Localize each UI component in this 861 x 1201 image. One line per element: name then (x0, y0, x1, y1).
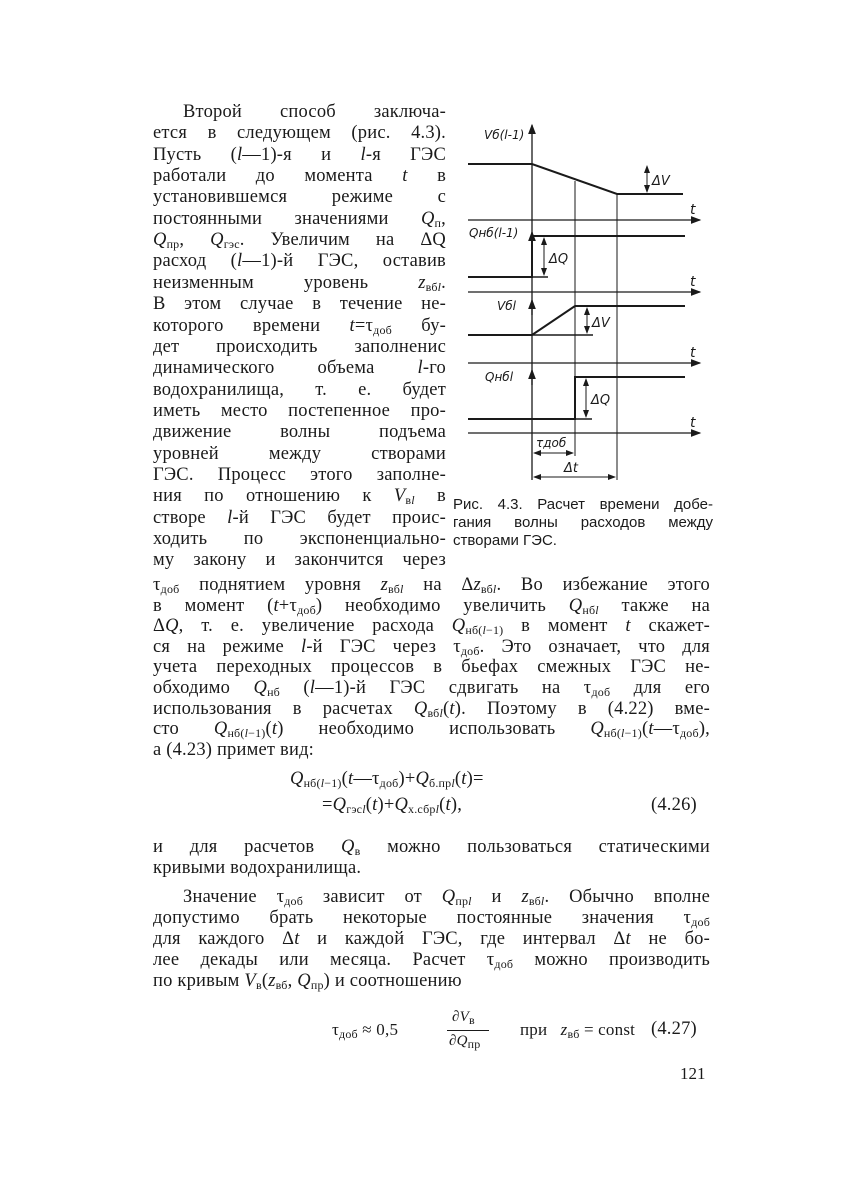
italic-symbol: Q (590, 719, 604, 740)
subscript: х.сбр (408, 802, 436, 816)
subscript: l (435, 802, 440, 816)
subscript: l (451, 776, 455, 790)
subscript: доб (494, 957, 514, 971)
subscript: б.пр (429, 776, 452, 790)
text-run: ( (443, 698, 450, 719)
subscript: в (469, 1013, 475, 1027)
text-run: Значение τ (183, 887, 285, 907)
equation-4-27-number: (4.27) (651, 1019, 697, 1039)
page-number: 121 (680, 1064, 706, 1083)
label-v-upper: Vб(l-1) (484, 128, 525, 142)
subscript: −1) (624, 726, 642, 741)
label-delta-q-lower: ΔQ (591, 393, 611, 408)
subscript: l (320, 776, 325, 790)
text-run: уровней между створами (153, 443, 446, 464)
text-run: . (441, 272, 446, 293)
italic-symbol: Q (451, 616, 466, 637)
text-run: =τ (354, 315, 374, 336)
text-run: ходить по экспоненциально- (153, 529, 446, 549)
text-run: которого времени (153, 315, 350, 336)
subscript: доб (379, 776, 399, 790)
label-q-lower: Qнбl (485, 370, 514, 384)
text-run: зависит от (303, 887, 442, 907)
text-run: , т. е. увеличение расхода (178, 616, 452, 637)
subscript: доб (297, 602, 316, 617)
subscript: пр (455, 894, 469, 908)
italic-symbol: V (244, 971, 256, 991)
subscript: l (400, 582, 404, 596)
italic-symbol: Q (165, 616, 179, 637)
italic-symbol: Q (297, 971, 311, 991)
text-run: дет происходить заполненис (153, 336, 446, 357)
text-run: —1)-я и (242, 144, 361, 165)
italic-symbol: z (521, 887, 529, 907)
text-run: неизменным уровень (153, 272, 419, 293)
text-run: ), (698, 719, 710, 740)
subscript: пр (310, 978, 324, 992)
text-run: учета переходных процессов в бьефах смежных ГЭС не- (153, 657, 710, 678)
subscript: l (439, 705, 444, 720)
text-run: допустимо брать некоторые постоянные значения τ (153, 908, 692, 928)
subscript: доб (160, 582, 180, 596)
italic-symbol: l (300, 636, 307, 657)
text-run: В этом случае в течение не- (153, 294, 446, 315)
text-run: -го (422, 358, 446, 379)
text-run: лее декады или месяца. Расчет τ (153, 950, 495, 970)
text-run: ( (261, 971, 269, 991)
italic-symbol: Q (253, 678, 268, 698)
text-run: поднятием уровня (179, 575, 381, 595)
italic-symbol: t (449, 698, 455, 719)
text-run: ния по отношению к (153, 486, 394, 507)
text-run: ся на режиме (153, 636, 301, 657)
text-run: на Δ (403, 575, 474, 595)
label-tau: τдоб (536, 436, 567, 450)
italic-symbol: Q (456, 1033, 468, 1049)
label-t-2: t (690, 274, 696, 290)
subscript: вб (427, 705, 440, 720)
subscript: l (595, 602, 599, 617)
subscript: в (255, 978, 262, 992)
italic-symbol: Q (290, 769, 304, 789)
text-run: использования в расчетах (153, 698, 414, 719)
text-run: движение волны подъема (153, 422, 446, 443)
italic-symbol: z (473, 575, 481, 595)
subscript: l (437, 279, 442, 294)
text-run: му закону и закончится через (153, 550, 446, 571)
italic-symbol: Q (332, 795, 347, 815)
text-run: и для расчетов (153, 837, 342, 857)
text-run: не бо- (630, 929, 710, 949)
italic-symbol: z (268, 971, 276, 991)
text-run: Пусть ( (153, 144, 237, 165)
text-run: ется в следующем (рис. 4.3). (153, 123, 446, 144)
italic-symbol: Q (213, 719, 228, 740)
subscript: l (411, 493, 415, 508)
text-run: )+ (398, 769, 416, 789)
text-run: —τ (653, 719, 680, 740)
text-run: в (414, 486, 446, 507)
subscript: в (405, 493, 412, 508)
text-run: = const (579, 1020, 636, 1039)
subscript: доб (284, 894, 304, 908)
text-run: ( (365, 795, 373, 815)
subscript: нб (582, 602, 596, 617)
text-run: ) необходимо использовать (277, 719, 591, 740)
italic-symbol: Q (153, 230, 167, 251)
text-run: = (322, 795, 333, 815)
subscript: нб( (465, 623, 483, 638)
subscript: l (468, 894, 472, 908)
italic-symbol: l (227, 507, 233, 528)
text-run: в момент (503, 616, 626, 637)
subscript: доб (691, 915, 710, 929)
text-run: ( (439, 795, 446, 815)
italic-symbol: Q (413, 698, 428, 719)
text-run: ≈ 0,5 (357, 1020, 399, 1039)
subscript: гэс (346, 802, 363, 816)
italic-symbol: t (372, 795, 378, 815)
text-run: створе (153, 507, 228, 528)
italic-symbol: l (360, 144, 366, 165)
italic-symbol: Q (394, 795, 409, 815)
text-run: -й ГЭС через τ (306, 636, 461, 657)
text-run: расход ( (153, 251, 238, 272)
subscript: нб (267, 685, 280, 699)
italic-symbol: Q (568, 595, 583, 616)
text-run: ) необходимо увеличить (315, 595, 569, 616)
subscript: −1) (324, 776, 342, 790)
text-run: Δ (153, 616, 166, 637)
text-run: ) и соотношению (323, 971, 462, 991)
italic-symbol: Q (341, 837, 355, 857)
text-run: )+ (377, 795, 395, 815)
label-q-upper: Qнб(l-1) (469, 226, 519, 240)
subscript: l (621, 726, 625, 741)
subscript: в (354, 844, 361, 858)
italic-symbol: t (271, 719, 278, 740)
subscript: доб (680, 726, 699, 741)
text-run: при (520, 1020, 561, 1039)
text-run: и (471, 887, 522, 907)
text-run: можно производить (513, 950, 710, 970)
italic-symbol: t (625, 616, 631, 637)
text-run: , (441, 208, 446, 229)
italic-symbol: Q (441, 887, 456, 907)
figure-caption-line-2: гания волны расходов между (453, 514, 713, 531)
italic-symbol: t (273, 595, 279, 616)
italic-symbol: t (648, 719, 654, 740)
subscript: вб (480, 582, 493, 596)
italic-symbol: l (237, 251, 243, 272)
subscript: вб (388, 582, 401, 596)
text-run: -я ГЭС (365, 144, 446, 165)
subscript: l (362, 802, 366, 816)
text-run: сто (153, 719, 214, 740)
italic-symbol: t (461, 769, 467, 789)
italic-symbol: t (445, 795, 451, 815)
italic-symbol: z (418, 272, 426, 293)
label-t-3: t (690, 345, 696, 361)
figure-caption-line-3: створами ГЭС. (453, 532, 557, 549)
text-run: Второй способ заключа- (183, 102, 446, 122)
text-run: и каждой ГЭС, где интервал Δ (299, 929, 626, 949)
text-run: —τ (353, 769, 380, 789)
text-run: —1)-й ГЭС, оставив (242, 251, 446, 272)
text-run: , (287, 971, 298, 991)
subscript: l (482, 623, 487, 638)
subscript: вб (567, 1027, 580, 1041)
text-run: . Увеличим на ΔQ (239, 230, 446, 251)
italic-symbol: t (349, 315, 355, 336)
label-delta-v-upper: ΔV (652, 174, 670, 189)
text-run: ( (280, 678, 310, 698)
italic-symbol: z (560, 1020, 568, 1039)
text-run: . Во избежание этого (496, 575, 711, 595)
text-run: ∂ (449, 1033, 457, 1049)
text-run: ( (341, 769, 348, 789)
text-run: иметь место постепенное про- (153, 400, 446, 421)
text-run: кривыми водохранилища. (153, 858, 362, 878)
text-run: постоянными значениями (153, 208, 421, 229)
italic-symbol: Q (210, 230, 224, 251)
label-t-4: t (690, 415, 696, 431)
text-run: бу- (391, 315, 447, 336)
text-run: водохранилища, т. е. будет (153, 379, 446, 400)
text-run: работали до момента (153, 166, 403, 187)
subscript: пр (166, 237, 180, 252)
label-v-lower: Vбl (497, 299, 516, 313)
text-run: в (407, 166, 446, 187)
label-delta-v-lower: ΔV (592, 316, 610, 331)
text-run: для его (610, 678, 711, 698)
subscript: −1) (248, 726, 266, 741)
italic-symbol: V (393, 486, 406, 507)
subscript: доб (339, 1027, 358, 1041)
text-run: ), (450, 795, 463, 815)
figure-caption-line-1: Рис. 4.3. Расчет времени добе- (453, 496, 713, 513)
subscript: −1) (486, 623, 504, 638)
text-run: также на (598, 595, 711, 616)
italic-symbol: l (309, 678, 316, 698)
label-t-1: t (690, 202, 696, 218)
text-run: в момент ( (153, 595, 274, 616)
text-run: —1)-й ГЭС сдвигать на τ (315, 678, 592, 698)
text-run: )= (466, 769, 484, 789)
text-run: +τ (278, 595, 298, 616)
text-run: по кривым (153, 971, 245, 991)
subscript: l (244, 726, 249, 741)
subscript: вб (425, 279, 438, 294)
text-run: , (179, 230, 211, 251)
text-run: ( (265, 719, 272, 740)
italic-symbol: l (236, 144, 243, 165)
italic-symbol: Q (420, 208, 435, 229)
text-run: ). Поэтому в (4.22) вме- (454, 698, 710, 719)
italic-symbol: l (417, 358, 423, 379)
italic-symbol: V (459, 1009, 469, 1025)
text-run: установившемся режиме с (153, 187, 446, 208)
italic-symbol: t (347, 769, 354, 789)
subscript: пр (467, 1037, 481, 1051)
text-run: для каждого Δ (153, 929, 295, 949)
italic-symbol: t (625, 929, 631, 949)
subscript: нб( (227, 726, 245, 741)
subscript: п (434, 215, 442, 230)
text-run: . Это означает, что для (479, 636, 710, 657)
italic-symbol: t (402, 166, 408, 187)
subscript: доб (591, 685, 611, 699)
subscript: l (492, 582, 497, 596)
text-run: ГЭС. Процесс этого заполне- (153, 464, 446, 485)
subscript: нб( (303, 776, 321, 790)
text-run: обходимо (153, 678, 254, 698)
subscript: гэс (223, 237, 240, 252)
text-run: а (4.23) примет вид: (153, 739, 315, 760)
subscript: доб (373, 322, 392, 337)
q-upper-curve (468, 236, 685, 277)
subscript: l (540, 894, 545, 908)
italic-symbol: t (294, 929, 300, 949)
text-run: τ (153, 575, 161, 595)
label-delta-q-upper: ΔQ (549, 252, 569, 267)
subscript: нб( (603, 726, 622, 741)
subscript: вб (528, 894, 541, 908)
text-run: скажет- (630, 616, 710, 637)
text-run: можно пользоваться статическими (360, 837, 710, 857)
italic-symbol: Q (415, 769, 430, 789)
italic-symbol: z (380, 575, 389, 595)
subscript: доб (460, 643, 480, 658)
subscript: вб (275, 978, 288, 992)
text-run: -й ГЭС будет проис- (232, 507, 446, 528)
label-delta-t: Δt (564, 461, 578, 476)
text-run: τ (332, 1020, 340, 1039)
equation-4-26-number: (4.26) (651, 795, 697, 815)
text-run: . Обычно вполне (544, 887, 710, 907)
text-run: ( (641, 719, 649, 740)
text-run: ∂ (452, 1009, 460, 1025)
text-run: ( (454, 769, 462, 789)
text-run: динамического объема (153, 358, 418, 379)
